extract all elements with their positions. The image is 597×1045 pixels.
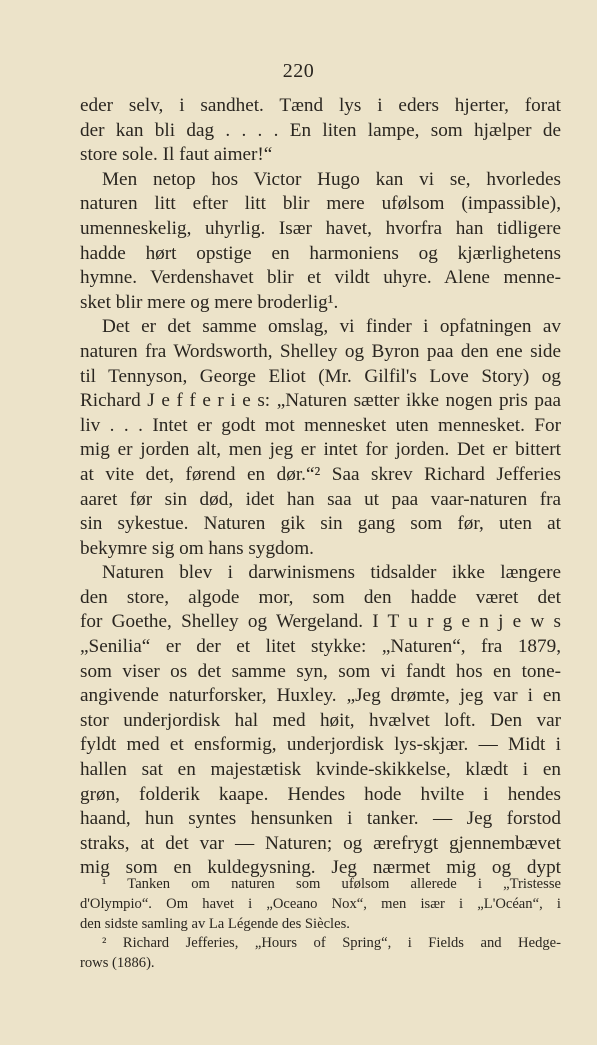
page-number: 220: [282, 60, 315, 82]
body-line: sket blir mere og mere broderlig¹.: [80, 291, 339, 313]
body-line: hallen sat en majestætisk kvinde-skikkelse, klædt i en: [80, 759, 561, 781]
body-text: [80, 94, 561, 881]
footnote-line: ² Richard Jefferies, „Hours of Spring“, i Fields and Hedge-: [102, 935, 561, 952]
body-line: der kan bli dag . . . . En liten lampe, som hjælper de: [80, 119, 561, 141]
body-line: naturen litt efter litt blir mere ufølsom (impassible),: [80, 193, 561, 215]
body-line: stor underjordisk hal med høit, hvælvet loft. Den var: [80, 709, 561, 731]
body-line: fyldt med et ensformig, underjordisk lys-skjær. — Midt i: [80, 734, 561, 756]
footnote-line: rows (1886).: [80, 955, 155, 972]
footnote-line: den sidste samling av La Légende des Siècles.: [80, 915, 350, 932]
footnote-line: d'Olympio“. Om havet i „Oceano Nox“, men især i „L'Océan“, i: [80, 895, 561, 912]
body-line: Naturen blev i darwinismens tidsalder ikke længere: [102, 562, 561, 584]
footnotes: [80, 875, 561, 974]
body-line: som viser os det samme syn, som vi fandt hos en tone-: [80, 660, 561, 682]
body-line: „Senilia“ er der et litet stykke: „Naturen“, fra 1879,: [80, 636, 561, 658]
body-line: Men netop hos Victor Hugo kan vi se, hvorledes: [102, 168, 561, 190]
body-line: liv . . . Intet er godt mot mennesket uten mennesket. For: [80, 414, 561, 436]
body-line: at vite det, førend en dør.“² Saa skrev Richard Jefferies: [80, 463, 561, 485]
body-line: mig som en kuldegysning. Jeg nærmet mig og dypt: [80, 857, 561, 879]
body-line: den store, algode mor, som den hadde været det: [80, 586, 561, 608]
body-line: eder selv, i sandhet. Tænd lys i eders hjerter, forat: [80, 95, 561, 116]
body-line: bekymre sig om hans sygdom.: [80, 537, 314, 559]
body-line: til Tennyson, George Eliot (Mr. Gilfil's Love Story) og: [80, 365, 561, 387]
body-line: umenneskelig, uhyrlig. Især havet, hvorfra han tidligere: [80, 217, 561, 239]
body-line: hadde hørt opstige en harmoniens og kjærlighetens: [80, 242, 561, 264]
body-line: angivende naturforsker, Huxley. „Jeg drømte, jeg var i en: [80, 685, 561, 707]
footnote-line: ¹ Tanken om naturen som ufølsom allerede i „Tristesse: [102, 876, 561, 892]
body-line: store sole. Il faut aimer!“: [80, 144, 273, 166]
body-line: hymne. Verdenshavet blir et vildt uhyre. Alene menne-: [80, 267, 561, 289]
body-line: Richard J e f f e r i e s: „Naturen sætter ikke nogen pris paa: [80, 390, 561, 412]
body-line: aaret før sin død, idet han saa ut paa vaar-naturen fra: [80, 488, 561, 510]
body-line: for Goethe, Shelley og Wergeland. I T u r g e n j e w s: [80, 611, 561, 633]
body-line: haand, hun syntes hensunken i tanker. — Jeg forstod: [80, 808, 561, 830]
body-line: straks, at det var — Naturen; og ærefrygt gjennembævet: [80, 832, 561, 854]
body-line: mig er jorden alt, men jeg er intet for jorden. Det er bittert: [80, 439, 561, 461]
body-line: grøn, folderik kaape. Hendes hode hvilte i hendes: [80, 783, 561, 805]
body-line: naturen fra Wordsworth, Shelley og Byron paa den ene side: [80, 340, 561, 362]
body-line: Det er det samme omslag, vi finder i opfatningen av: [102, 316, 561, 338]
body-line: sin sykestue. Naturen gik sin gang som før, uten at: [80, 513, 561, 535]
